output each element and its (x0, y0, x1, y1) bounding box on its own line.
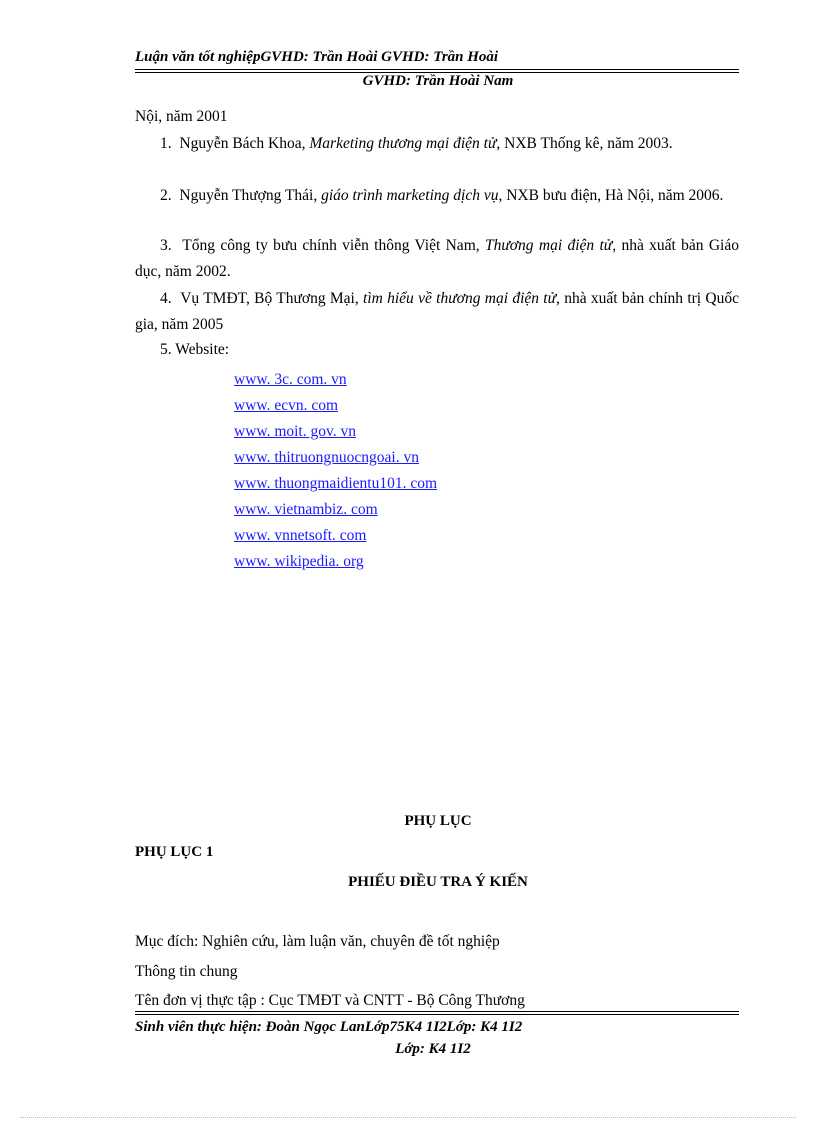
ref-title: giáo trình marketing dịch vụ (321, 187, 499, 204)
header-supervisor: GVHD: Trần Hoài Nam (362, 73, 514, 89)
ref-number: 3. (160, 237, 172, 254)
footer-rule-top (135, 1011, 739, 1012)
purpose-text: Mục đích: Nghiên cứu, làm luận văn, chuyên đề tốt nghiệp (135, 933, 500, 950)
ref-publisher: , NXB bưu điện, Hà Nội, năm 2006. (498, 187, 724, 204)
ref-number: 4. (160, 290, 172, 307)
website-link[interactable]: www. thuongmaidientu101. com (234, 475, 438, 492)
unit-text: Tên đơn vị thực tập : Cục TMĐT và CNTT - Bộ Công Thương (135, 992, 525, 1009)
ref-publisher: nhà xuất bản chính trị Quốc gia, năm 2005 (135, 290, 739, 333)
reference-item-1 (135, 131, 739, 157)
ref-publisher: nhà xuất bản Giáo dục, năm 2002. (135, 237, 739, 280)
ref-author: Nguyễn Bách Khoa, (179, 135, 310, 152)
ref-title: Thương mại điện tử, (484, 237, 617, 254)
ref-author: Tổng công ty bưu chính viễn thông Việt Nam, (182, 237, 485, 254)
website-link[interactable]: www. vietnambiz. com (234, 501, 378, 518)
page-edge-divider (20, 1117, 796, 1118)
website-list (234, 367, 437, 575)
ref-title: tìm hiểu về thương mại điện tử, (363, 290, 560, 307)
ref-title: Marketing thương mại điện tử (309, 135, 497, 152)
reference-item-2 (135, 183, 739, 209)
reference-item-4 (135, 286, 739, 338)
website-link[interactable]: www. thitruongnuocngoai. vn (234, 449, 419, 466)
reference-item-3 (135, 233, 739, 285)
website-link[interactable]: www. ecvn. com (234, 397, 339, 414)
website-label: 5. Website: (160, 341, 230, 358)
ref-author: Vụ TMĐT, Bộ Thương Mại, (180, 290, 364, 307)
footer-rule-bottom (135, 1014, 739, 1015)
appendix-title: PHỤ LỤC (404, 813, 472, 829)
general-info-label: Thông tin chung (135, 963, 238, 980)
ref-author: Nguyễn Thượng Thái, (179, 187, 322, 204)
ref-publisher: , NXB Thống kê, năm 2003. (496, 135, 673, 152)
header-title: Luận văn tốt nghiệpGVHD: Trần Hoài GVHD: Trần Hoài (135, 49, 499, 65)
ref-number: 1. (160, 135, 172, 152)
survey-form-title: PHIẾU ĐIỀU TRA Ý KIẾN (348, 874, 528, 890)
appendix-subtitle: PHỤ LỤC 1 (135, 844, 214, 860)
ref-number: 2. (160, 187, 172, 204)
footer-class: Lớp: K4 1I2 (395, 1041, 471, 1057)
website-link[interactable]: www. wikipedia. org (234, 553, 364, 570)
website-link[interactable]: www. moit. gov. vn (234, 423, 356, 440)
website-link[interactable]: www. vnnetsoft. com (234, 527, 367, 544)
lead-text: Nội, năm 2001 (135, 108, 228, 125)
website-link[interactable]: www. 3c. com. vn (234, 371, 347, 388)
header-rule-top (135, 69, 739, 70)
footer-student: Sinh viên thực hiện: Đoàn Ngọc LanLớp75K4 1I2Lớp: K4 1I2 (135, 1019, 523, 1035)
